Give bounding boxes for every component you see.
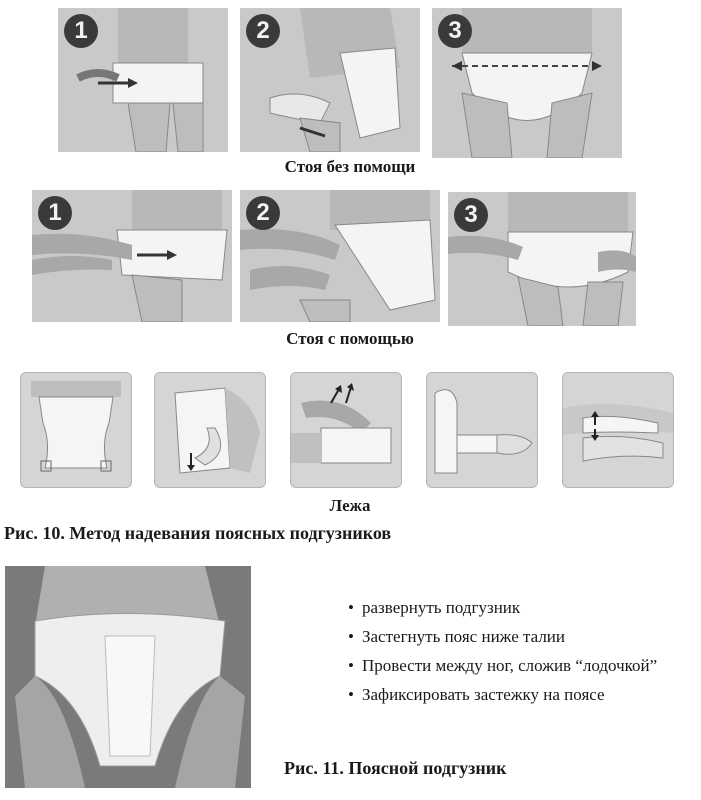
figure-11-caption: Рис. 11. Поясной подгузник <box>284 758 507 778</box>
instruction-item <box>348 625 683 648</box>
step-number-badge: 2 <box>246 14 280 48</box>
bullet: • <box>348 656 354 675</box>
figure-10-caption: Рис. 10. Метод надевания поясных подгузников <box>4 523 392 543</box>
figure-drawing <box>563 373 673 487</box>
waist-diaper-photo <box>5 566 251 788</box>
figure-drawing <box>155 373 265 487</box>
lying-step-2-illustration <box>154 372 266 488</box>
bullet: • <box>348 685 354 704</box>
lying-step-1-illustration <box>20 372 132 488</box>
step-number-badge: 2 <box>246 196 280 230</box>
instructions-list <box>348 596 683 712</box>
instruction-text: Застегнуть пояс ниже талии <box>362 627 565 646</box>
lying-step-5-illustration <box>562 372 674 488</box>
bullet: • <box>348 598 354 617</box>
instruction-item <box>348 654 683 677</box>
instruction-item <box>348 683 683 706</box>
standing-help-step-2-illustration <box>240 190 440 322</box>
standing-alone-step-3-illustration <box>432 8 622 158</box>
lying-step-3-illustration <box>290 372 402 488</box>
photo-drawing <box>5 566 251 788</box>
standing-help-step-1-illustration <box>32 190 232 322</box>
instruction-text: развернуть подгузник <box>362 598 521 617</box>
standing-alone-step-2-illustration <box>240 8 420 152</box>
instruction-text: Провести между ног, сложив “лодочкой” <box>362 656 658 675</box>
figure-drawing <box>21 373 131 487</box>
instruction-text: Зафиксировать застежку на поясе <box>362 685 605 704</box>
lying-caption: Лежа <box>329 496 371 515</box>
standing-help-step-3-illustration <box>448 192 636 326</box>
instruction-item <box>348 596 683 619</box>
lying-step-4-illustration <box>426 372 538 488</box>
standing-help-caption: Стоя с помощью <box>286 329 414 348</box>
step-number-badge: 3 <box>438 14 472 48</box>
bullet: • <box>348 627 354 646</box>
figure-drawing <box>291 373 401 487</box>
step-number-badge: 1 <box>64 14 98 48</box>
step-number-badge: 3 <box>454 198 488 232</box>
standing-alone-caption: Стоя без помощи <box>284 157 416 176</box>
step-number-badge: 1 <box>38 196 72 230</box>
standing-alone-step-1-illustration <box>58 8 228 152</box>
figure-drawing <box>427 373 537 487</box>
